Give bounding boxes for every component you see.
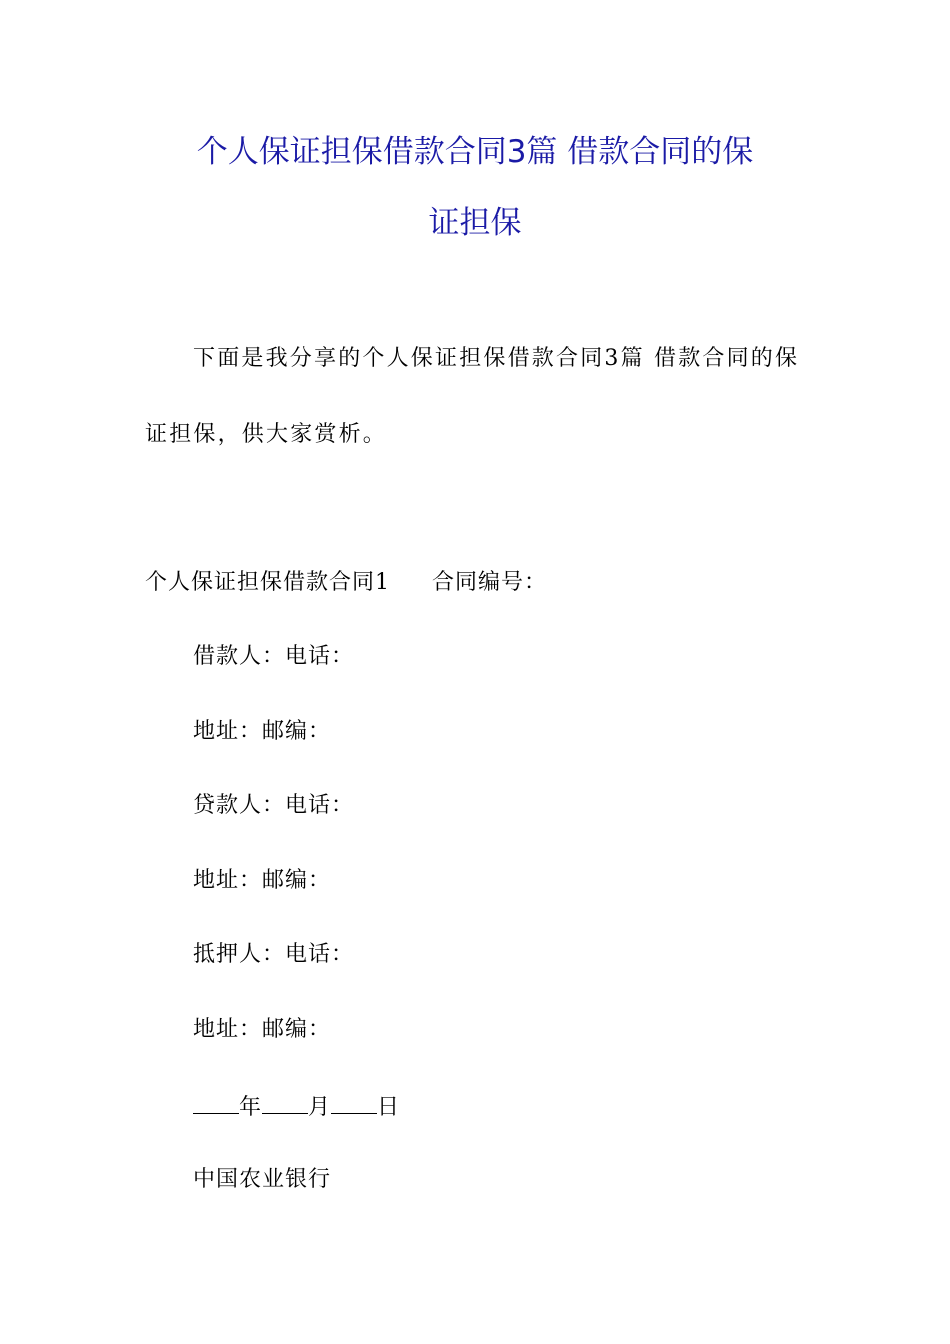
- year-label: 年: [239, 1095, 263, 1120]
- month-label: 月: [308, 1095, 332, 1120]
- contract-number-label: 合同编号：: [432, 570, 548, 595]
- day-blank: [331, 1095, 377, 1114]
- bank-name: 中国农业银行: [193, 1167, 332, 1192]
- document-title-line-1: 个人保证担保借款合同3篇 借款合同的保: [196, 134, 754, 170]
- contract-heading: [145, 572, 547, 594]
- date-line: [193, 1095, 400, 1119]
- document-title-line-2: 证担保: [428, 205, 522, 241]
- intro-paragraph-line-1: 下面是我分享的个人保证担保借款合同3篇 借款合同的保: [193, 346, 800, 371]
- intro-paragraph-line-2: 证担保，供大家赏析。: [145, 422, 388, 447]
- borrower-address-field: 地址：邮编：: [193, 719, 332, 744]
- borrower-field: 借款人：电话：: [193, 644, 355, 669]
- mortgagor-field: 抵押人：电话：: [193, 942, 355, 967]
- lender-field: 贷款人：电话：: [193, 793, 355, 818]
- mortgagor-address-field: 地址：邮编：: [193, 1017, 332, 1042]
- contract-title: 个人保证担保借款合同1: [145, 570, 390, 595]
- day-label: 日: [377, 1095, 401, 1120]
- lender-address-field: 地址：邮编：: [193, 868, 332, 893]
- month-blank: [262, 1095, 308, 1114]
- year-blank: [193, 1095, 239, 1114]
